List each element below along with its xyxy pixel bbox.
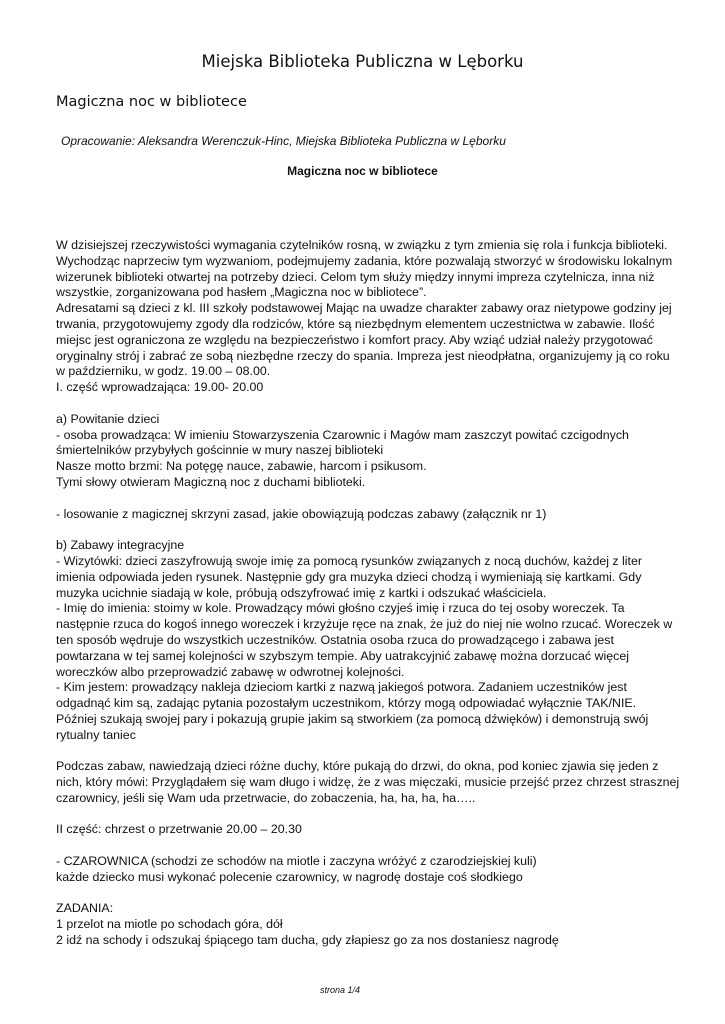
text-line: powtarzana w tej samej kolejności w szybszym tempie. Aby uatrakcyjnić zabawę można dorzucać więcej (56, 648, 629, 663)
section-title: Magiczna noc w bibliotece (287, 164, 438, 178)
text-line (56, 491, 676, 507)
text-line: oryginalny strój i zabrać ze sobą niezbędne rzeczy do spania. Impreza jest nieodpłatna, organizujemy ją co roku (56, 348, 670, 363)
text-line: woreczków albo przeprowadzić zabawę w odwrotnej kolejności. (56, 664, 405, 679)
text-line: nich, który mówi: Przyglądałem się wam długo i widzę, że z was mięczaki, musicie przejść przez chrzest strasznej (56, 775, 680, 790)
text-line: 1 przelot na miotle po schodach góra, dół (56, 917, 283, 932)
text-line: Nasze motto brzmi: Na potęgę nauce, zabawie, harcom i psikusom. (56, 459, 427, 474)
text-line: - Wizytówki: dzieci zaszyfrowują swoje imię za pomocą rysunków związanych z nocą duchów, każdej z liter (56, 553, 643, 568)
author-line: Opracowanie: Aleksandra Werenczuk-Hinc, Miejska Biblioteka Publiczna w Lęborku (61, 134, 506, 148)
text-line: II część: chrzest o przetrwanie 20.00 – 20.30 (56, 822, 302, 837)
text-line: w październiku, w godz. 19.00 – 08.00. (56, 364, 271, 379)
text-line: trwania, przygotowujemy zgody dla rodziców, które są niezbędnym elementem uczestnictwa w zabawie. Ilość (56, 316, 655, 331)
library-title: Miejska Biblioteka Publiczna w Lęborku (201, 52, 524, 71)
text-line: następnie rzuca do kogoś innego woreczek i krzyżuje ręce na znak, że już do niej nie wolno rzucać. Woreczek w (56, 617, 673, 632)
text-line: muzyka ucichnie siadają w kole, próbują odszyfrować imię z kartki i odszukać właściciela. (56, 585, 547, 600)
text-line (56, 744, 676, 760)
text-line: 2 idź na schody i odszukaj śpiącego tam ducha, gdy złapiesz go za nos dostaniesz nagrodę (56, 933, 559, 948)
text-line: b) Zabawy integracyjne (56, 538, 185, 553)
text-line: - Kim jestem: prowadzący nakleja dzieciom kartki z nazwą jakiegoś potwora. Zadaniem uczestników jest (56, 680, 627, 695)
text-line: wizerunek biblioteki otwartej na potrzeby dzieci. Celom tym służy między innymi impreza czytelnicza, inna niż (56, 269, 655, 284)
text-line: odgadnąć kim są, zadając pytania pozostałym uczestnikom, którzy mogą odpowiadać wyłącznie TAK/NIE. (56, 696, 637, 711)
text-line: Tymi słowy otwieram Magiczną noc z duchami biblioteki. (56, 474, 366, 489)
text-line: I. część wprowadzająca: 19.00- 20.00 (56, 380, 264, 395)
page-number: strona 1/4 (319, 985, 361, 995)
text-line (56, 396, 676, 412)
text-line: czarownicy, jeśli się Wam uda przetrwacie, do zobaczenia, ha, ha, ha, ha….. (56, 790, 476, 805)
text-line (56, 838, 676, 854)
text-line: ZADANIA: (56, 901, 114, 916)
text-line: rytualny taniec (56, 727, 136, 742)
text-line: W dzisiejszej rzeczywistości wymagania czytelników rosną, w związku z tym zmienia się rola i funkcja biblioteki. (56, 238, 668, 252)
text-line: - CZAROWNICA (schodzi ze schodów na miotle i zaczyna wróżyć z czarodziejskiej kuli) (56, 854, 537, 869)
text-line: miejsc jest ograniczona ze względu na bezpieczeństwo i komfort pracy. Aby wziąć udział należy przygotować (56, 332, 653, 347)
text-line: Adresatami są dzieci z kl. III szkoły podstawowej Mając na uwadze charakter zabawy oraz nietypowe godziny jej (56, 301, 672, 316)
text-line: śmiertelników przybyłych gościnnie w mury naszej biblioteki (56, 443, 384, 458)
text-line: każde dziecko musi wykonać polecenie czarownicy, w nagrodę dostaje coś słodkiego (56, 869, 523, 884)
body-text (56, 238, 680, 949)
text-line (56, 807, 676, 823)
text-line: - Imię do imienia: stoimy w kole. Prowadzący mówi głośno czyjeś imię i rzuca do tej osoby woreczek. Ta (56, 601, 625, 616)
text-line (56, 886, 676, 902)
text-line: Później szukają swojej pary i pokazują grupie jakim są stworkiem (za pomocą dźwięków) i demonstrują swój (56, 711, 649, 726)
text-line: ten sposób wędruje do wszystkich uczestników. Ostatnia osoba rzuca do prowadzącego i zabawa jest (56, 632, 614, 647)
text-line: imienia odpowiada jeden rysunek. Następnie gdy gra muzyka dzieci chodzą i wymieniają się kartkami. Gdy (56, 569, 642, 584)
document-title: Magiczna noc w bibliotece (56, 94, 247, 110)
text-line: Wychodząc naprzeciw tym wyzwaniom, podejmujemy zadania, które pozwalają stworzyć w środowisku lokalnym (56, 253, 673, 268)
text-line: a) Powitanie dzieci (56, 411, 160, 426)
text-line: - osoba prowadząca: W imieniu Stowarzyszenia Czarownic i Magów mam zaszczyt powitać czcigodnych (56, 427, 629, 442)
text-line: - losowanie z magicznej skrzyni zasad, jakie obowiązują podczas zabawy (załącznik nr 1) (56, 506, 547, 521)
text-line: Podczas zabaw, nawiedzają dzieci różne duchy, które pukają do drzwi, do okna, pod koniec zjawia się jeden z (56, 759, 659, 774)
text-line (56, 522, 676, 538)
text-line: wszystkie, zorganizowana pod hasłem „Magiczna noc w bibliotece”. (56, 285, 427, 300)
